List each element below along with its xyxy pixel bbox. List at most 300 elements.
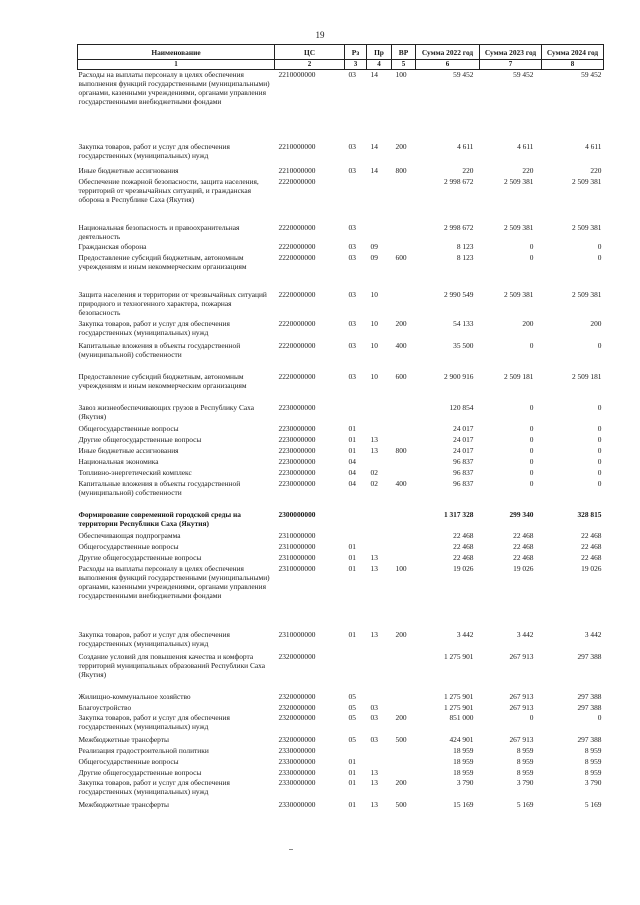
table-row	[78, 531, 604, 542]
row-vr-code: 400	[395, 341, 407, 350]
row-cs-code: 2210000000	[278, 70, 316, 79]
row-sum-2022: 8 123	[456, 242, 474, 251]
row-sum-2022: 851 000	[449, 713, 474, 722]
row-cs-code: 2220000000	[278, 372, 316, 381]
row-sum-2023: 220	[522, 166, 534, 175]
row-cs-code: 2210000000	[278, 142, 316, 151]
row-cs-code: 2230000000	[278, 446, 316, 455]
table-row	[78, 142, 604, 166]
row-sum-2022: 2 990 549	[443, 290, 474, 299]
table-row	[78, 319, 604, 341]
row-sum-2023: 22 468	[513, 531, 534, 540]
row-pr-code	[367, 510, 392, 531]
row-rz-code: 03	[348, 341, 356, 350]
row-sum-2024: 0	[597, 242, 602, 251]
row-sum-2023: 3 442	[516, 630, 534, 639]
row-sum-2024: 297 388	[577, 703, 602, 712]
row-name: Обеспечивающая подпрограмма	[78, 531, 181, 540]
row-pr-code: 13	[370, 564, 378, 573]
row-vr-code: 200	[395, 630, 407, 639]
row-pr-code: 02	[370, 468, 378, 477]
header-cs: ЦС	[275, 45, 345, 60]
row-pr-code: 14	[370, 70, 378, 79]
row-rz-code: 04	[348, 468, 356, 477]
row-sum-2022: 18 959	[453, 768, 474, 777]
row-vr-code	[392, 652, 416, 692]
row-rz-code: 05	[348, 703, 356, 712]
row-sum-2023: 0	[529, 468, 534, 477]
row-vr-code	[392, 542, 416, 553]
row-name: Общегосударственные вопросы	[78, 757, 179, 766]
column-number: 5	[392, 60, 416, 70]
row-vr-code	[392, 468, 416, 479]
row-pr-code: 10	[370, 319, 378, 328]
table-row	[78, 468, 604, 479]
table-row	[78, 564, 604, 630]
row-pr-code	[367, 652, 392, 692]
row-pr-code	[367, 692, 392, 703]
row-vr-code	[392, 531, 416, 542]
table-body	[78, 70, 604, 812]
row-cs-code: 2220000000	[278, 253, 316, 262]
header-rz: Рз	[345, 45, 367, 60]
row-sum-2023: 2 509 381	[503, 290, 534, 299]
row-sum-2022: 18 959	[453, 746, 474, 755]
table-row	[78, 446, 604, 457]
row-rz-code: 01	[348, 630, 356, 639]
row-name: Топливно-энергетический комплекс	[78, 468, 192, 477]
row-cs-code: 2220000000	[278, 242, 316, 251]
row-cs-code: 2310000000	[278, 531, 316, 540]
row-vr-code: 600	[395, 253, 407, 262]
row-vr-code: 800	[395, 446, 407, 455]
row-sum-2022: 24 017	[453, 424, 474, 433]
row-name: Расходы на выплаты персоналу в целях обеспечения выполнения функций государственными (муниципальными) органами, казенными учреждениями, органами управления государственными внебюджетными фондами	[78, 70, 270, 106]
row-sum-2022: 96 837	[453, 479, 474, 488]
row-rz-code: 05	[348, 713, 356, 722]
row-cs-code: 2320000000	[278, 692, 316, 701]
row-pr-code: 02	[370, 479, 378, 488]
row-cs-code: 2320000000	[278, 735, 316, 744]
scan-mark	[289, 849, 293, 850]
row-vr-code	[392, 177, 416, 223]
row-sum-2024: 22 468	[581, 542, 602, 551]
row-rz-code: 03	[348, 166, 356, 175]
row-sum-2022: 120 854	[449, 403, 474, 412]
row-rz-code: 03	[348, 319, 356, 328]
row-sum-2024: 3 442	[584, 630, 602, 639]
row-sum-2024: 2 509 381	[571, 290, 602, 299]
row-sum-2024: 8 959	[584, 757, 602, 766]
row-cs-code: 2310000000	[278, 630, 316, 639]
row-cs-code: 2220000000	[278, 319, 316, 328]
row-sum-2022: 24 017	[453, 435, 474, 444]
row-pr-code: 10	[370, 341, 378, 350]
table-row	[78, 510, 604, 531]
row-cs-code: 2320000000	[278, 652, 316, 661]
row-cs-code: 2320000000	[278, 713, 316, 722]
row-rz-code: 01	[348, 800, 356, 809]
row-pr-code: 10	[370, 290, 378, 299]
row-rz-code: 01	[348, 446, 356, 455]
row-sum-2023: 0	[529, 341, 534, 350]
row-cs-code: 2300000000	[278, 510, 316, 519]
row-sum-2022: 1 317 328	[443, 510, 474, 519]
row-pr-code: 13	[370, 553, 378, 562]
row-pr-code: 03	[370, 713, 378, 722]
row-cs-code: 2210000000	[278, 166, 316, 175]
row-pr-code: 09	[370, 242, 378, 251]
row-vr-code	[392, 435, 416, 446]
row-rz-code	[345, 652, 367, 692]
column-number: 6	[416, 60, 480, 70]
row-sum-2023: 4 611	[517, 142, 534, 151]
row-sum-2022: 18 959	[453, 757, 474, 766]
row-rz-code: 03	[348, 142, 356, 151]
row-name: Предоставление субсидий бюджетным, автономным учреждениям и иным некоммерческим организациям	[78, 253, 247, 271]
row-pr-code	[367, 757, 392, 768]
row-sum-2022: 22 468	[453, 542, 474, 551]
table-row	[78, 713, 604, 735]
row-sum-2022: 96 837	[453, 457, 474, 466]
row-pr-code	[367, 531, 392, 542]
row-sum-2022: 3 790	[456, 778, 474, 787]
row-sum-2022: 8 123	[456, 253, 474, 262]
row-pr-code	[367, 746, 392, 757]
row-name: Закупка товаров, работ и услуг для обеспечения государственных (муниципальных) нужд	[78, 319, 230, 337]
row-sum-2023: 267 913	[509, 692, 534, 701]
row-rz-code: 01	[348, 778, 356, 787]
row-sum-2023: 0	[529, 713, 534, 722]
table-row	[78, 242, 604, 253]
row-pr-code: 10	[370, 372, 378, 381]
row-rz-code: 01	[348, 542, 356, 551]
row-sum-2022: 59 452	[453, 70, 474, 79]
row-sum-2022: 15 169	[453, 800, 474, 809]
header-pr: Пр	[367, 45, 392, 60]
row-cs-code: 2330000000	[278, 757, 316, 766]
row-sum-2024: 19 026	[581, 564, 602, 573]
row-sum-2023: 0	[529, 446, 534, 455]
row-sum-2022: 424 901	[449, 735, 474, 744]
row-sum-2024: 2 509 381	[571, 177, 602, 186]
row-sum-2022: 35 500	[453, 341, 474, 350]
row-sum-2023: 2 509 381	[503, 223, 534, 232]
row-cs-code: 2230000000	[278, 468, 316, 477]
row-vr-code	[392, 424, 416, 435]
row-sum-2022: 2 998 672	[443, 177, 474, 186]
row-pr-code	[367, 403, 392, 424]
row-sum-2024: 22 468	[581, 553, 602, 562]
row-vr-code	[392, 510, 416, 531]
row-rz-code: 01	[348, 435, 356, 444]
row-pr-code: 13	[370, 435, 378, 444]
header-vr: ВР	[392, 45, 416, 60]
row-sum-2024: 220	[590, 166, 602, 175]
row-sum-2023: 0	[529, 457, 534, 466]
row-rz-code: 03	[348, 223, 356, 232]
row-rz-code: 03	[348, 70, 356, 79]
row-sum-2022: 3 442	[456, 630, 474, 639]
row-sum-2022: 1 275 901	[443, 652, 474, 661]
row-name: Капитальные вложения в объекты государственной (муниципальной) собственности	[78, 341, 241, 359]
row-sum-2023: 0	[529, 403, 534, 412]
table-row	[78, 735, 604, 746]
row-name: Защита населения и территории от чрезвычайных ситуаций природного и техногенного характера, пожарная безопасность	[78, 290, 267, 317]
row-pr-code	[367, 457, 392, 468]
row-pr-code: 14	[370, 142, 378, 151]
row-vr-code: 200	[395, 319, 407, 328]
row-sum-2023: 0	[529, 479, 534, 488]
row-vr-code: 200	[395, 142, 407, 151]
table-row	[78, 703, 604, 713]
row-sum-2023: 59 452	[513, 70, 534, 79]
row-sum-2024: 297 388	[577, 652, 602, 661]
table-row	[78, 800, 604, 811]
row-sum-2023: 0	[529, 253, 534, 262]
row-sum-2022: 2 900 916	[443, 372, 474, 381]
row-cs-code: 2310000000	[278, 553, 316, 562]
row-sum-2023: 200	[522, 319, 534, 328]
row-name: Расходы на выплаты персоналу в целях обеспечения выполнения функций государственными (муниципальными) органами, казенными учреждениями, органами управления государственными внебюджетными фондами	[78, 564, 270, 600]
row-pr-code: 13	[370, 768, 378, 777]
table-row	[78, 778, 604, 800]
row-sum-2024: 2 509 181	[571, 372, 602, 381]
row-cs-code: 2220000000	[278, 341, 316, 350]
row-sum-2022: 54 133	[453, 319, 474, 328]
row-vr-code	[392, 403, 416, 424]
row-sum-2022: 1 275 901	[443, 703, 474, 712]
row-sum-2023: 267 913	[509, 703, 534, 712]
row-vr-code	[392, 242, 416, 253]
row-rz-code: 03	[348, 372, 356, 381]
table-row	[78, 290, 604, 319]
table-row	[78, 177, 604, 223]
column-number: 2	[275, 60, 345, 70]
row-pr-code	[367, 542, 392, 553]
table-row	[78, 435, 604, 446]
row-vr-code	[392, 746, 416, 757]
row-sum-2024: 0	[597, 446, 602, 455]
row-cs-code: 2220000000	[278, 290, 316, 299]
row-rz-code	[345, 403, 367, 424]
row-pr-code: 09	[370, 253, 378, 262]
row-cs-code: 2230000000	[278, 479, 316, 488]
table-row	[78, 372, 604, 403]
row-sum-2022: 22 468	[453, 553, 474, 562]
row-sum-2024: 328 815	[577, 510, 602, 519]
row-sum-2024: 0	[597, 479, 602, 488]
header-row	[78, 45, 604, 60]
row-sum-2024: 8 959	[584, 746, 602, 755]
row-rz-code: 01	[348, 564, 356, 573]
row-name: Формирование современной городской среды на территории Республики Саха (Якутия)	[78, 510, 241, 528]
row-vr-code: 100	[395, 564, 407, 573]
row-name: Создание условий для повышения качества и комфорта территорий муниципальных образований Республики Саха (Якутия)	[78, 652, 266, 679]
row-vr-code	[392, 768, 416, 778]
budget-table	[77, 44, 604, 811]
row-sum-2023: 8 959	[516, 746, 534, 755]
row-pr-code: 13	[370, 630, 378, 639]
table-row	[78, 403, 604, 424]
row-sum-2023: 19 026	[513, 564, 534, 573]
row-sum-2023: 299 340	[509, 510, 534, 519]
row-name: Межбюджетные трансферты	[78, 735, 169, 744]
row-rz-code: 03	[348, 253, 356, 262]
table-row	[78, 757, 604, 768]
header-sum-2024: Сумма 2024 год	[542, 45, 604, 60]
row-sum-2024: 59 452	[581, 70, 602, 79]
header-sum-2023: Сумма 2023 год	[480, 45, 542, 60]
table-row	[78, 630, 604, 652]
header-sum-2022: Сумма 2022 год	[416, 45, 480, 60]
row-sum-2023: 2 509 181	[503, 372, 534, 381]
row-pr-code	[367, 223, 392, 242]
row-sum-2024: 0	[597, 253, 602, 262]
table-row	[78, 692, 604, 703]
row-vr-code: 800	[395, 166, 407, 175]
row-sum-2022: 22 468	[453, 531, 474, 540]
column-number: 7	[480, 60, 542, 70]
row-sum-2023: 267 913	[509, 735, 534, 744]
row-sum-2023: 8 959	[516, 757, 534, 766]
row-rz-code: 03	[348, 242, 356, 251]
row-cs-code: 2310000000	[278, 542, 316, 551]
row-sum-2024: 297 388	[577, 735, 602, 744]
row-pr-code: 13	[370, 800, 378, 809]
page-number: 19	[315, 30, 325, 40]
row-pr-code: 13	[370, 446, 378, 455]
table-row	[78, 253, 604, 290]
row-vr-code: 100	[395, 70, 407, 79]
row-cs-code: 2330000000	[278, 746, 316, 755]
row-sum-2023: 5 169	[516, 800, 534, 809]
row-name: Общегосударственные вопросы	[78, 542, 179, 551]
row-name: Предоставление субсидий бюджетным, автономным учреждениям и иным некоммерческим организациям	[78, 372, 247, 390]
row-name: Завоз жизнеобеспечивающих грузов в Республику Саха (Якутия)	[78, 403, 255, 421]
table-row	[78, 424, 604, 435]
row-name: Межбюджетные трансферты	[78, 800, 169, 809]
row-name: Национальная экономика	[78, 457, 159, 466]
row-rz-code	[345, 746, 367, 757]
row-name: Другие общегосударственные вопросы	[78, 768, 202, 777]
row-vr-code	[392, 553, 416, 564]
row-name: Закупка товаров, работ и услуг для обеспечения государственных (муниципальных) нужд	[78, 713, 230, 731]
row-sum-2024: 0	[597, 435, 602, 444]
row-rz-code: 01	[348, 768, 356, 777]
table-row	[78, 479, 604, 510]
row-sum-2024: 297 388	[577, 692, 602, 701]
row-name: Реализация градостроительной политики	[78, 746, 209, 755]
table-row	[78, 457, 604, 468]
row-sum-2023: 0	[529, 242, 534, 251]
row-vr-code	[392, 757, 416, 768]
row-pr-code: 13	[370, 778, 378, 787]
row-name: Закупка товаров, работ и услуг для обеспечения государственных (муниципальных) нужд	[78, 630, 230, 648]
row-pr-code	[367, 424, 392, 435]
header-name: Наименование	[78, 45, 275, 60]
table-row	[78, 746, 604, 757]
row-cs-code: 2330000000	[278, 778, 316, 787]
row-sum-2022: 24 017	[453, 446, 474, 455]
row-pr-code	[367, 177, 392, 223]
row-name: Иные бюджетные ассигнования	[78, 166, 179, 175]
row-sum-2024: 200	[590, 319, 602, 328]
row-sum-2024: 3 790	[584, 778, 602, 787]
row-vr-code	[392, 692, 416, 703]
row-sum-2024: 5 169	[584, 800, 602, 809]
table-row	[78, 542, 604, 553]
row-sum-2024: 22 468	[581, 531, 602, 540]
row-rz-code	[345, 177, 367, 223]
row-sum-2024: 0	[597, 341, 602, 350]
row-vr-code	[392, 223, 416, 242]
row-sum-2022: 96 837	[453, 468, 474, 477]
row-name: Закупка товаров, работ и услуг для обеспечения государственных (муниципальных) нужд	[78, 778, 230, 796]
row-name: Иные бюджетные ассигнования	[78, 446, 179, 455]
row-rz-code: 01	[348, 757, 356, 766]
row-cs-code: 2230000000	[278, 435, 316, 444]
row-rz-code: 04	[348, 457, 356, 466]
row-sum-2023: 3 790	[516, 778, 534, 787]
row-pr-code: 03	[370, 735, 378, 744]
row-rz-code: 05	[348, 692, 356, 701]
row-vr-code: 500	[395, 735, 407, 744]
row-sum-2023: 8 959	[516, 768, 534, 777]
row-name: Жилищно-коммунальное хозяйство	[78, 692, 191, 701]
table-row	[78, 70, 604, 143]
table-row	[78, 553, 604, 564]
column-number: 3	[345, 60, 367, 70]
row-sum-2024: 0	[597, 713, 602, 722]
row-sum-2023: 0	[529, 424, 534, 433]
row-vr-code	[392, 703, 416, 713]
row-sum-2024: 0	[597, 468, 602, 477]
row-vr-code	[392, 290, 416, 319]
row-sum-2024: 0	[597, 424, 602, 433]
table-row	[78, 166, 604, 177]
row-name: Другие общегосударственные вопросы	[78, 553, 202, 562]
row-name: Гражданская оборона	[78, 242, 147, 251]
row-rz-code	[345, 531, 367, 542]
row-sum-2023: 22 468	[513, 553, 534, 562]
row-cs-code: 2220000000	[278, 177, 316, 186]
row-rz-code: 03	[348, 290, 356, 299]
table-row	[78, 341, 604, 372]
row-cs-code: 2310000000	[278, 564, 316, 573]
row-vr-code: 600	[395, 372, 407, 381]
row-rz-code: 01	[348, 424, 356, 433]
table-row	[78, 652, 604, 692]
row-name: Обеспечение пожарной безопасности, защита населения, территорий от чрезвычайных ситуаций, и гражданская оборона в Республике Саха (Якутия)	[78, 177, 259, 204]
column-number-row	[78, 60, 604, 70]
row-vr-code: 200	[395, 778, 407, 787]
row-sum-2022: 19 026	[453, 564, 474, 573]
column-number: 1	[78, 60, 275, 70]
row-sum-2024: 0	[597, 457, 602, 466]
row-name: Закупка товаров, работ и услуг для обеспечения государственных (муниципальных) нужд	[78, 142, 230, 160]
row-cs-code: 2230000000	[278, 424, 316, 433]
row-name: Другие общегосударственные вопросы	[78, 435, 202, 444]
column-number: 8	[542, 60, 604, 70]
row-name: Общегосударственные вопросы	[78, 424, 179, 433]
row-sum-2023: 2 509 381	[503, 177, 534, 186]
row-name: Национальная безопасность и правоохранительная деятельность	[78, 223, 240, 241]
table-row	[78, 768, 604, 778]
row-cs-code: 2220000000	[278, 223, 316, 232]
row-name: Благоустройство	[78, 703, 132, 712]
row-sum-2022: 4 611	[457, 142, 474, 151]
